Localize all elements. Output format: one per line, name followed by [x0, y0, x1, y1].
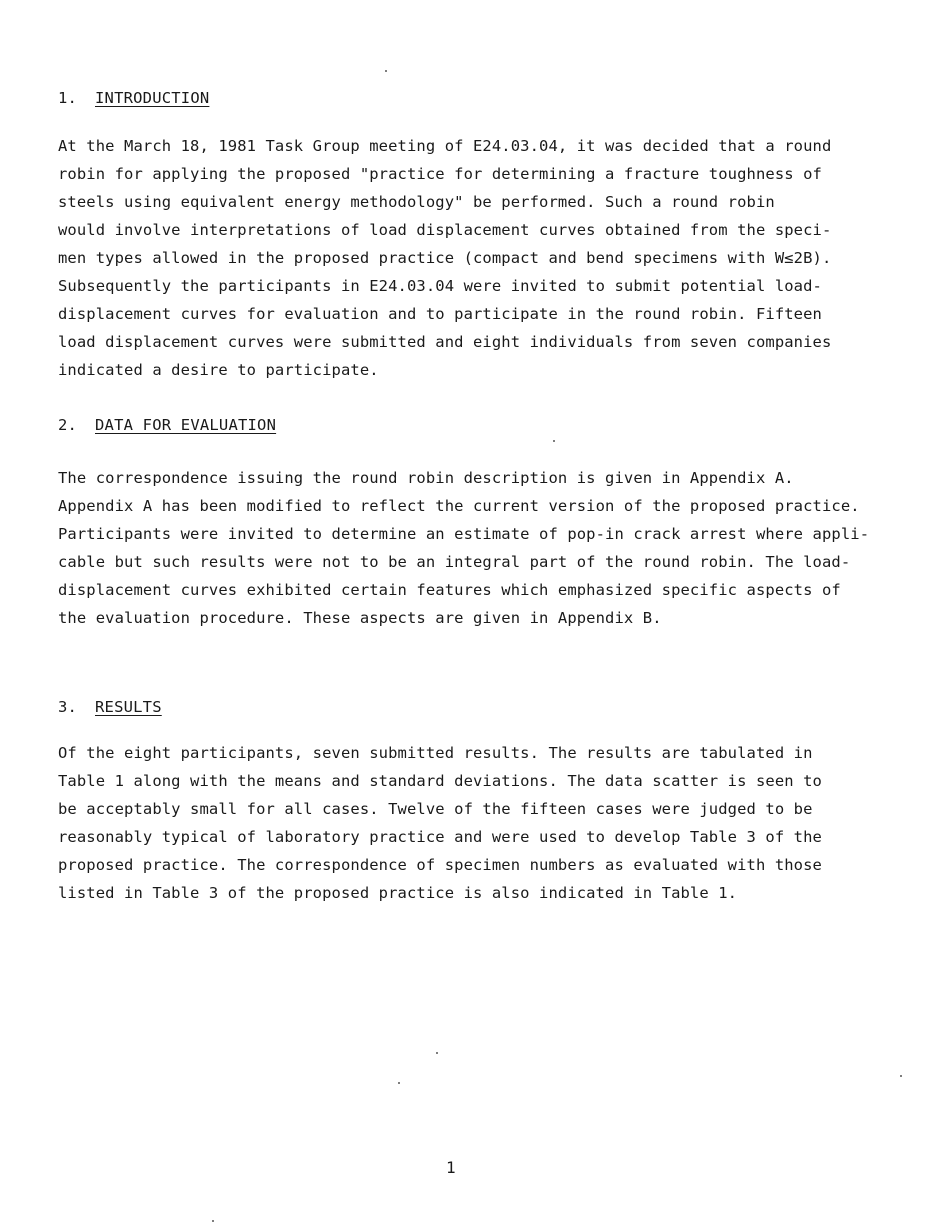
section-heading-results: [58, 697, 162, 717]
text-line: Table 1 along with the means and standard deviations. The data scatter is seen to: [58, 772, 822, 790]
text-line: displacement curves exhibited certain features which emphasized specific aspects of: [58, 581, 841, 599]
text-line: would involve interpretations of load displacement curves obtained from the speci-: [58, 221, 832, 239]
text-line: displacement curves for evaluation and to participate in the round robin. Fifteen: [58, 305, 822, 323]
text-line: be acceptably small for all cases. Twelve of the fifteen cases were judged to be: [58, 800, 813, 818]
data-for-evaluation-paragraph: [58, 464, 878, 632]
text-line: The correspondence issuing the round robin description is given in Appendix A.: [58, 469, 794, 487]
text-line: cable but such results were not to be an integral part of the round robin. The load-: [58, 553, 851, 571]
section-number: 3.: [58, 698, 78, 716]
text-line: Subsequently the participants in E24.03.04 were invited to submit potential load-: [58, 277, 822, 295]
introduction-paragraph: [58, 132, 878, 384]
text-line: indicated a desire to participate.: [58, 361, 379, 379]
scan-speck: [553, 440, 555, 442]
results-paragraph: [58, 739, 878, 907]
text-line: At the March 18, 1981 Task Group meeting of E24.03.04, it was decided that a round: [58, 137, 832, 155]
text-line: proposed practice. The correspondence of specimen numbers as evaluated with those: [58, 856, 822, 874]
text-line: men types allowed in the proposed practice (compact and bend specimens with W≤2B).: [58, 249, 832, 267]
section-heading-data-for-evaluation: [58, 415, 276, 435]
page-number: 1: [446, 1158, 456, 1177]
text-line: steels using equivalent energy methodology" be performed. Such a round robin: [58, 193, 775, 211]
section-title: INTRODUCTION: [95, 89, 210, 107]
text-line: Appendix A has been modified to reflect the current version of the proposed practice.: [58, 497, 860, 515]
section-number: 1.: [58, 89, 78, 107]
text-line: Of the eight participants, seven submitted results. The results are tabulated in: [58, 744, 813, 762]
section-title: DATA FOR EVALUATION: [95, 416, 277, 434]
text-line: listed in Table 3 of the proposed practice is also indicated in Table 1.: [58, 884, 738, 902]
text-line: load displacement curves were submitted and eight individuals from seven companies: [58, 333, 832, 351]
section-number: 2.: [58, 416, 78, 434]
scan-speck: [212, 1220, 214, 1222]
scan-speck: [436, 1052, 438, 1054]
text-line: robin for applying the proposed "practice for determining a fracture toughness of: [58, 165, 822, 183]
text-line: reasonably typical of laboratory practice and were used to develop Table 3 of the: [58, 828, 822, 846]
scan-speck: [900, 1075, 902, 1077]
section-heading-introduction: [58, 88, 209, 108]
text-line: the evaluation procedure. These aspects are given in Appendix B.: [58, 609, 662, 627]
text-line: Participants were invited to determine an estimate of pop-in crack arrest where appli-: [58, 525, 870, 543]
scan-speck: [398, 1082, 400, 1084]
section-title: RESULTS: [95, 698, 162, 716]
scan-speck: [385, 70, 387, 72]
